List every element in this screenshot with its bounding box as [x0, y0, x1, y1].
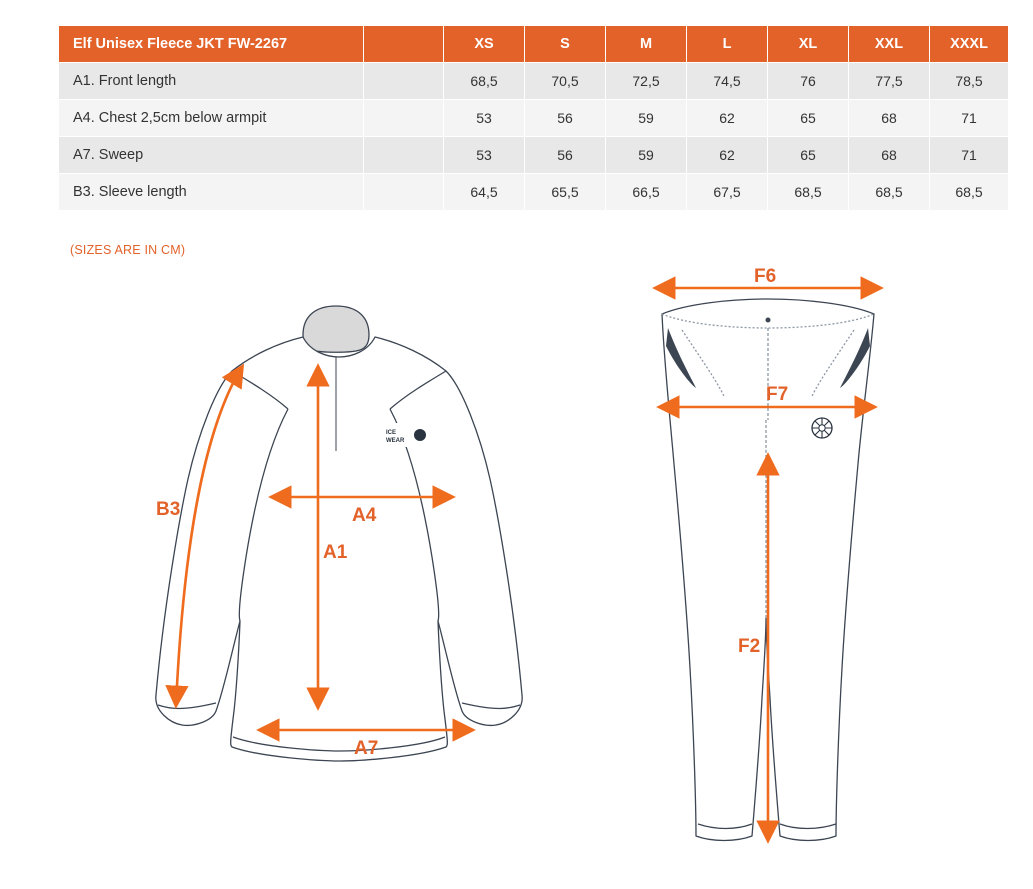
measurement-value: 71 — [930, 137, 1009, 174]
product-title: Elf Unisex Fleece JKT FW-2267 — [59, 26, 364, 63]
measurement-value: 68 — [849, 100, 930, 137]
measurement-value: 68 — [849, 137, 930, 174]
size-header-l: L — [687, 26, 768, 63]
measurement-value: 71 — [930, 100, 1009, 137]
measurement-value: 65,5 — [525, 174, 606, 211]
size-chart-table-wrapper — [58, 25, 1008, 211]
row-spacer-cell — [364, 100, 444, 137]
front-length-label: A1 — [323, 542, 348, 563]
header-spacer-cell — [364, 26, 444, 63]
measurement-value: 68,5 — [444, 63, 525, 100]
measurement-label: A7. Sweep — [59, 137, 364, 174]
table-row — [59, 63, 1009, 100]
size-header-s: S — [525, 26, 606, 63]
measurement-value: 65 — [768, 100, 849, 137]
chest-width-label: A4 — [352, 505, 377, 526]
table-header-row — [59, 26, 1009, 63]
measurement-label: A1. Front length — [59, 63, 364, 100]
size-header-m: M — [606, 26, 687, 63]
brand-logo-line2: WEAR — [386, 438, 405, 444]
waist-width-label: F6 — [754, 268, 777, 287]
measurement-label: A4. Chest 2,5cm below armpit — [59, 100, 364, 137]
measurement-value: 65 — [768, 137, 849, 174]
hip-width-label: F7 — [766, 384, 789, 405]
measurement-value: 53 — [444, 100, 525, 137]
measurement-value: 66,5 — [606, 174, 687, 211]
size-header-xl: XL — [768, 26, 849, 63]
sleeve-length-label: B3 — [156, 499, 181, 520]
jacket-outline — [156, 306, 522, 761]
size-chart-table — [58, 25, 1009, 211]
row-spacer-cell — [364, 137, 444, 174]
measurement-value: 72,5 — [606, 63, 687, 100]
measurement-value: 56 — [525, 137, 606, 174]
table-row — [59, 137, 1009, 174]
table-row — [59, 100, 1009, 137]
units-note: (SIZES ARE IN CM) — [70, 243, 186, 257]
sweep-width-label: A7 — [354, 738, 379, 759]
size-header-xxl: XXL — [849, 26, 930, 63]
brand-mark-icon — [414, 429, 426, 441]
pants-brand-mark-icon — [812, 418, 832, 438]
measurement-value: 64,5 — [444, 174, 525, 211]
jacket-diagram — [120, 275, 560, 780]
measurement-value: 59 — [606, 137, 687, 174]
measurement-value: 59 — [606, 100, 687, 137]
pants-diagram — [620, 268, 960, 883]
measurement-label: B3. Sleeve length — [59, 174, 364, 211]
measurement-value: 76 — [768, 63, 849, 100]
measurement-value: 68,5 — [768, 174, 849, 211]
measurement-value: 78,5 — [930, 63, 1009, 100]
measurement-value: 62 — [687, 100, 768, 137]
row-spacer-cell — [364, 63, 444, 100]
measurement-value: 68,5 — [849, 174, 930, 211]
measurement-value: 74,5 — [687, 63, 768, 100]
size-header-xs: XS — [444, 26, 525, 63]
measurement-value: 56 — [525, 100, 606, 137]
measurement-value: 53 — [444, 137, 525, 174]
measurement-value: 62 — [687, 137, 768, 174]
measurement-value: 77,5 — [849, 63, 930, 100]
brand-logo — [378, 423, 430, 447]
size-header-xxxl: XXXL — [930, 26, 1009, 63]
row-spacer-cell — [364, 174, 444, 211]
table-row — [59, 174, 1009, 211]
measurement-value: 70,5 — [525, 63, 606, 100]
measurement-value: 68,5 — [930, 174, 1009, 211]
brand-logo-line1: ICE — [386, 430, 397, 436]
measurement-value: 67,5 — [687, 174, 768, 211]
inseam-length-label: F2 — [738, 636, 761, 657]
